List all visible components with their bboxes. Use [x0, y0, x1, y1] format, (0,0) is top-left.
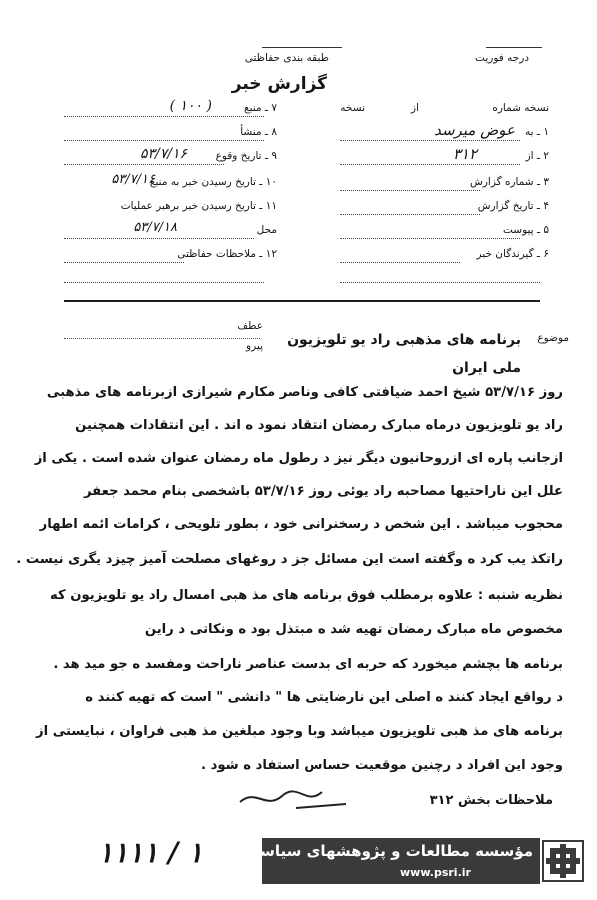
occurrence-date-dots [64, 164, 224, 165]
section-remarks: ملاحظات بخش ۳۱۲ [429, 793, 553, 808]
recipients-dots-2 [340, 282, 540, 283]
arrival-date-value: ۵۳/۷/۱۶ [111, 172, 155, 187]
subject-ref-dots [64, 338, 260, 339]
origin-label: ۸ ـ منشأ [240, 126, 277, 138]
body-line-3: ازجانب پاره ای ازروحانیون دیگر نیز د رطول ماه رمضان عنوان شده است . یکی از [34, 451, 563, 466]
urgency-box-line [486, 47, 542, 48]
body-line-11: برنامه های مذ هبی تلویزیون میباشد وبا وجود مبلغین مذ هبی فراوان ، نبایستی از [36, 724, 563, 739]
occurrence-date-value: ۵۳/۷/۱۶ [139, 146, 187, 162]
body-line-12: وجود این افراد د رچنین موقعیت حساس استفاد ه شود . [201, 758, 563, 773]
follow-up-label: پیرو [246, 340, 263, 352]
handwritten-number: ۱۱۱۱ / ۱ [98, 836, 203, 869]
operations-date-label: ۱۱ ـ تاریخ رسیدن خبر برهبر عملیات [120, 200, 277, 212]
occurrence-date-label: ۹ ـ تاریخ وقوع [215, 150, 277, 162]
classification-box-line [262, 47, 342, 48]
source-value: ( ۱۰۰ ) [169, 98, 212, 114]
subject-text: برنامه های مذهبی راد یو تلویزیون ملی ایران [287, 332, 521, 376]
source-dots [64, 116, 264, 117]
body-line-2: راد یو تلویزیون درماه مبارک رمضان انتقاد نمود ه اند . این انتقادات همچنین [75, 418, 563, 433]
location-dots [64, 238, 254, 239]
security-remarks-label: ۱۲ ـ ملاحظات حفاظتی [177, 248, 277, 260]
body-line-9: برنامه ها بچشم میخورد که حربه ای بدست عناصر ناراحت ومفسد ه جو مید هد . [53, 657, 563, 672]
body-line-8: مخصوص ماه مبارک رمضان تهیه شد ه مبتذل بود ه ونکاتی د راین [144, 622, 563, 637]
report-date-label: ۴ ـ تاریخ گزارش [477, 200, 549, 212]
urgency-label: درجه فوریت [475, 52, 529, 64]
report-number-label: ۳ ـ شماره گزارش [470, 176, 549, 188]
origin-dots [64, 140, 264, 141]
attachment-dots [340, 238, 520, 239]
body-line-5: محجوب میباشد . این شخص د رسخنرانی خود ، بطور تلویحی ، کرامات ائمه اطهار [39, 517, 563, 532]
copy-of-label: از [411, 102, 419, 114]
institute-url: www.psri.ir [400, 866, 471, 879]
body-line-7: نظریه شنبه : علاوه برمطلب فوق برنامه های مذ هبی امسال راد یو تلویزیون که [50, 588, 563, 603]
to-label: ۱ ـ به [525, 126, 549, 138]
form-title: گزارش خبر [231, 74, 327, 94]
header-separator [64, 300, 540, 302]
report-number-dots [340, 190, 480, 191]
from-label: ۲ ـ از [525, 150, 549, 162]
body-line-6: راتکذ یب کرد ه وگفته است این مسائل جز د روغهای مصلحت آمیز چیزد یگری نیست . [16, 552, 563, 567]
location-label: محل [256, 224, 277, 236]
from-value: ۳۱۲ [452, 145, 477, 163]
to-value: عوض میرسد [434, 121, 515, 139]
attachment-label: ۵ ـ پیوست [502, 224, 549, 236]
recipients-label: ۶ ـ گیرندگان خبر [476, 248, 549, 260]
to-dots [340, 140, 520, 141]
subject-label: موضوع [537, 332, 569, 344]
security-remarks-dots-2 [64, 282, 264, 283]
recipients-dots-1 [340, 262, 460, 263]
report-date-dots [340, 214, 480, 215]
source-label: ۷ ـ منبع [244, 102, 277, 114]
body-line-1: روز ۵۳/۷/۱۶ شیخ احمد ضیافتی کافی وناصر مکارم شیرازی ازبرنامه های مذهبی [46, 385, 563, 400]
security-remarks-dots-1 [64, 262, 184, 263]
from-dots [340, 164, 520, 165]
operations-date-value: ۵۳/۷/۱۸ [133, 220, 177, 235]
body-line-4: علل این ناراحتیها مصاحبه راد یوئی روز ۵۳/۷/۱۶ باشخصی بنام محمد جعفر [83, 484, 563, 499]
signature-scribble [236, 784, 366, 814]
arrival-date-label: ۱۰ ـ تاریخ رسیدن خبر به منبع [149, 176, 277, 188]
institute-name: مؤسسه مطالعات و پژوهشهای سیاسی [244, 842, 533, 860]
copy-suffix-label: نسخه [340, 102, 365, 114]
institute-logo-icon [542, 840, 584, 882]
classification-label: طبقه بندی حفاظتی [244, 52, 329, 64]
reference-label: عطف [237, 320, 263, 332]
body-line-10: د رواقع ایجاد کنند ه اصلی این نارضایتی ها " دانشی " است که تهیه کنند ه [85, 690, 563, 705]
copy-number-label: نسخه شماره [492, 102, 549, 114]
